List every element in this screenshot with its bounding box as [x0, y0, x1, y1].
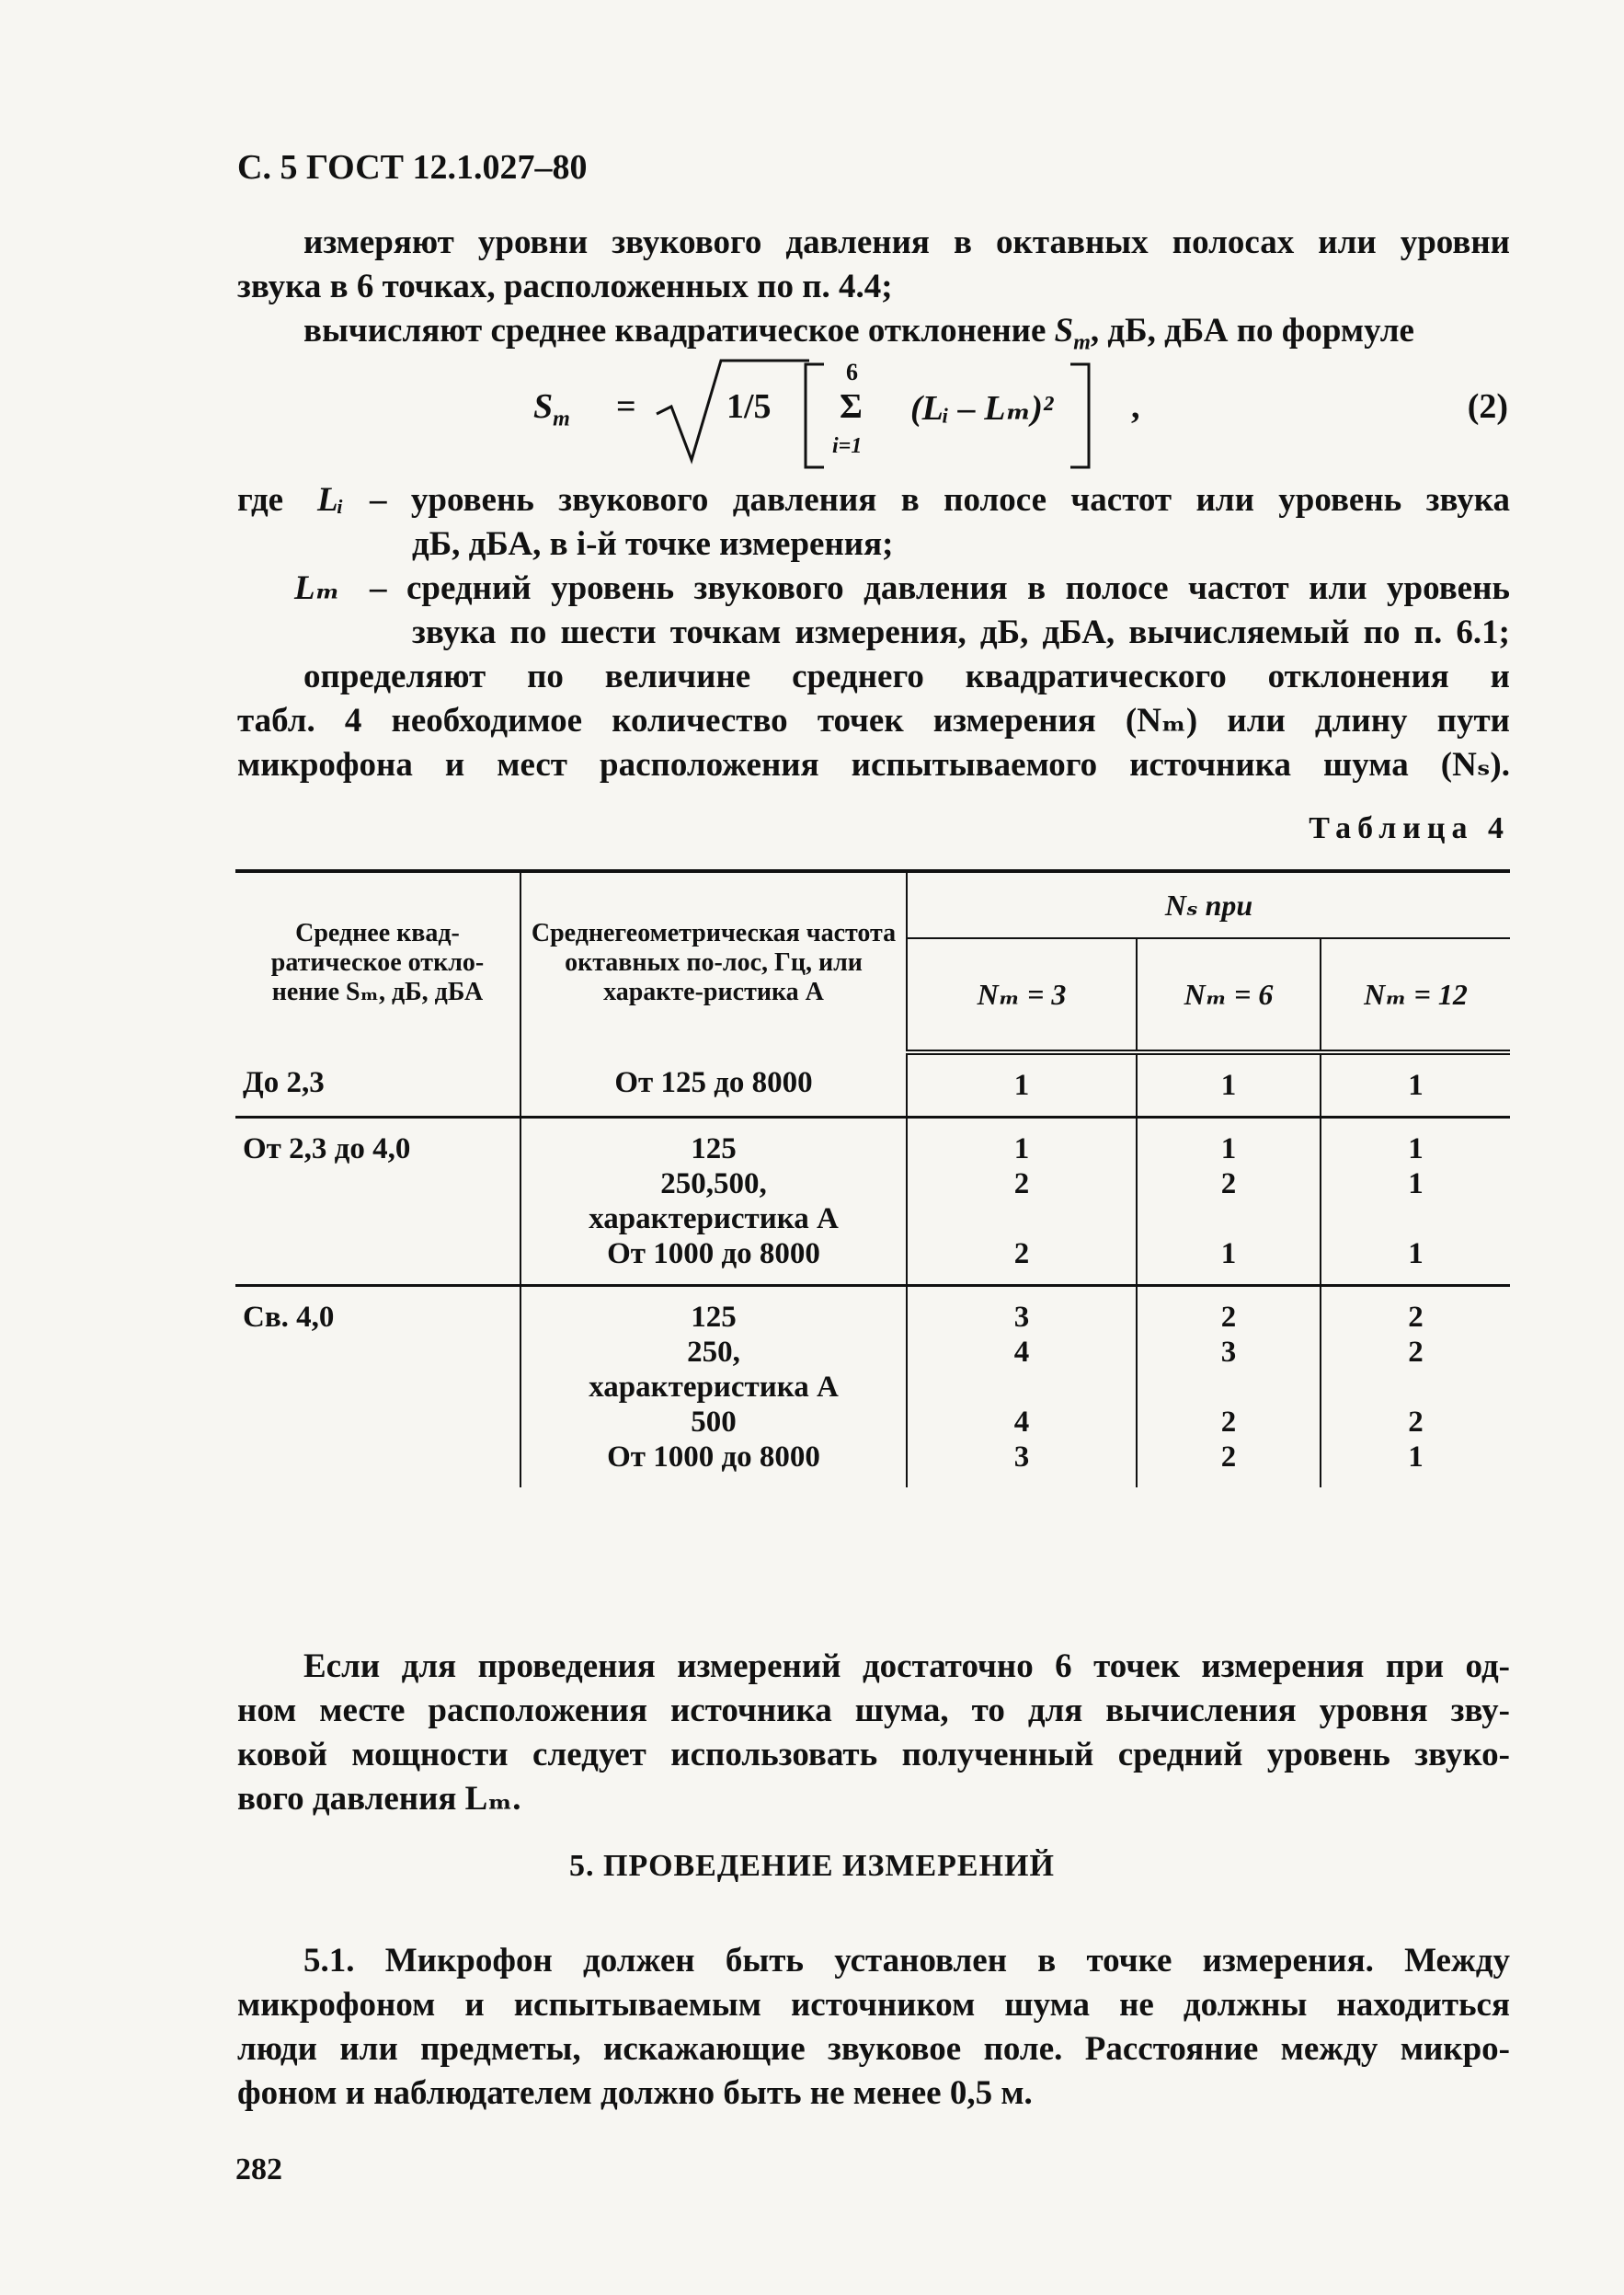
equation-number: (2) — [1467, 387, 1508, 426]
formula-comma: , — [1131, 387, 1140, 426]
header-deviation: Среднее квад-ратическое откло-нение Sₘ, дБ, дБА — [235, 871, 520, 1052]
section5-line-2: микрофоном и испытываемым источником шума не должны находиться — [237, 1986, 1510, 2024]
row-frequency: 125 250, характеристика А 500 От 1000 до 8000 — [520, 1286, 907, 1488]
lm-def-line-2: звука по шести точкам измерения, дБ, дБА, вычисляемый по п. 6.1; — [412, 614, 1510, 651]
table-row — [235, 1286, 1510, 1488]
row-n12: 1 — [1321, 1052, 1510, 1118]
formula-term: (Lᵢ – Lₘ)² — [910, 389, 1054, 428]
after-table-line-3: ковой мощности следует использовать полученный средний уровень звуко- — [237, 1736, 1510, 1773]
after-table-line-1: Если для проведения измерений достаточно 6 точек измерения при од- — [303, 1647, 1510, 1685]
right-bracket — [1067, 362, 1094, 471]
table-caption: Таблица 4 — [1309, 811, 1510, 845]
lm-symbol: Lₘ — [294, 569, 340, 607]
section5-line-4: фоном и наблюдателем должно быть не менее 0,5 м. — [237, 2074, 1033, 2112]
row-deviation: До 2,3 — [235, 1052, 520, 1118]
intro-unit: , дБ, дБА по формуле — [1090, 312, 1414, 350]
after-table-line-2: ном месте расположения источника шума, то для вычисления уровня зву- — [237, 1692, 1510, 1729]
table-4 — [235, 869, 1510, 1487]
left-bracket — [802, 362, 829, 471]
sum-top: 6 — [846, 359, 858, 385]
row-deviation: От 2,3 до 4,0 — [235, 1118, 520, 1286]
row-n6: 1 2 1 — [1137, 1118, 1321, 1286]
p3-line-2: табл. 4 необходимое количество точек измерения (Nₘ) или длину пути — [237, 702, 1510, 740]
row-n12: 1 1 1 — [1321, 1118, 1510, 1286]
page-header: С. 5 ГОСТ 12.1.027–80 — [237, 148, 588, 187]
row-n12: 2 2 2 1 — [1321, 1286, 1510, 1488]
header-frequency: Среднегеометрическая частота октавных по-лос, Гц, или характе-ристика А — [520, 871, 907, 1052]
header-nm-12: Nₘ = 12 — [1321, 938, 1510, 1052]
sm-symbol: $S_m$ — [1054, 312, 1091, 355]
intro-text: вычисляют среднее квадратическое отклонение — [303, 312, 1046, 350]
li-def-line-1: – уровень звукового давления в полосе частот или уровень звука — [370, 481, 1510, 519]
row-n3: 1 2 2 — [907, 1118, 1137, 1286]
formula-2 — [533, 359, 1508, 478]
intro-line-2: звука в 6 точках, расположенных по п. 4.4; — [237, 268, 893, 305]
where-word: где — [237, 481, 284, 519]
formula-lhs: $S_m$ — [533, 387, 570, 431]
section-heading: 5. ПРОВЕДЕНИЕ ИЗМЕРЕНИЙ — [569, 1849, 1055, 1883]
row-n3: 3 4 4 3 — [907, 1286, 1137, 1488]
row-n6: 2 3 2 2 — [1137, 1286, 1321, 1488]
li-def-line-2: дБ, дБА, в i-й точке измерения; — [412, 525, 894, 563]
row-deviation: Св. 4,0 — [235, 1286, 520, 1488]
header-nm-3: Nₘ = 3 — [907, 938, 1137, 1052]
intro-line-1: измеряют уровни звукового давления в октавных полосах или уровни — [303, 224, 1510, 261]
p3-line-1: определяют по величине среднего квадратического отклонения и — [303, 658, 1510, 695]
row-frequency: 125 250,500, характеристика А От 1000 до 8000 — [520, 1118, 907, 1286]
row-n3: 1 — [907, 1052, 1137, 1118]
row-frequency: От 125 до 8000 — [520, 1052, 907, 1118]
header-ns: Nₛ при — [907, 871, 1510, 938]
row-n6: 1 — [1137, 1052, 1321, 1118]
section5-line-1: 5.1. Микрофон должен быть установлен в точке измерения. Между — [303, 1942, 1510, 1979]
intro-line-3 — [303, 309, 1510, 364]
header-nm-6: Nₘ = 6 — [1137, 938, 1321, 1052]
p3-line-3: микрофона и мест расположения испытываемого источника шума (Nₛ). — [237, 746, 1510, 784]
sum-bottom: i=1 — [832, 434, 863, 458]
sum-sign: Σ — [840, 387, 863, 426]
page-number: 282 — [235, 2152, 282, 2186]
table-row — [235, 1118, 1510, 1286]
li-symbol: Lᵢ — [317, 481, 344, 519]
section5-line-3: люди или предметы, искажающие звуковое поле. Расстояние между микро- — [237, 2030, 1510, 2068]
table-row — [235, 1052, 1510, 1118]
formula-eq: = — [616, 387, 636, 426]
after-table-line-4: вого давления Lₘ. — [237, 1780, 521, 1818]
lm-def-line-1: – средний уровень звукового давления в полосе частот или уровень — [370, 569, 1510, 607]
formula-factor: 1/5 — [726, 387, 772, 426]
